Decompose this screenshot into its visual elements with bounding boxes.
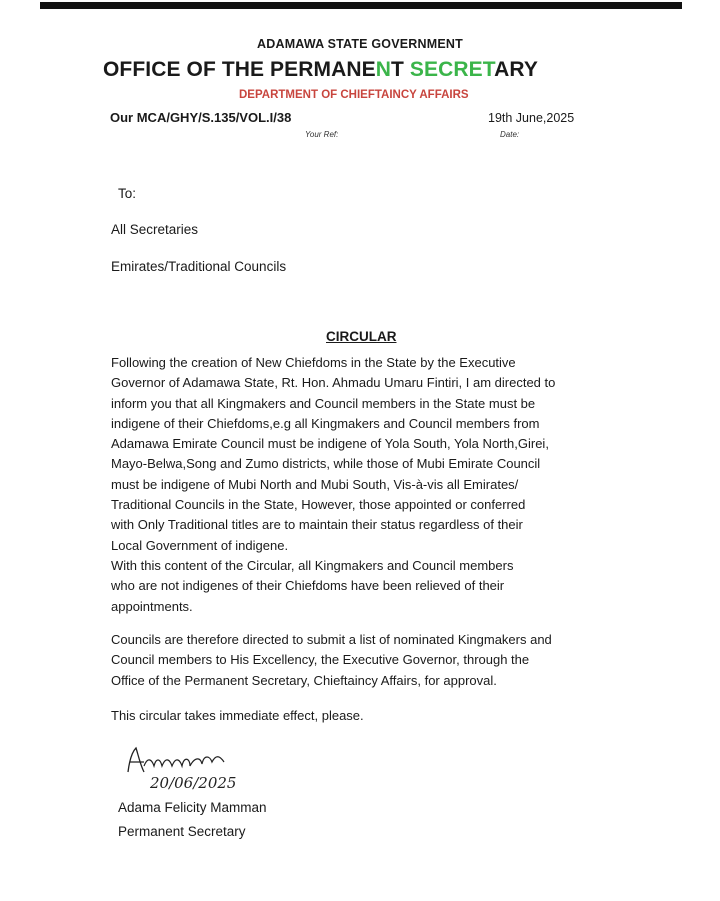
circular-paragraph-4: This circular takes immediate effect, please.: [111, 708, 364, 723]
signatory-title: Permanent Secretary: [118, 824, 246, 839]
recipient-line-2: Emirates/Traditional Councils: [111, 259, 287, 274]
signatory-name: Adama Felicity Mamman: [118, 800, 267, 815]
circular-paragraph-2: With this content of the Circular, all Kingmakers and Council members who are not indigenes of their Chiefdoms have been relieved of their appointments.: [111, 558, 514, 614]
your-ref-label: Your Ref:: [305, 130, 339, 139]
circular-paragraph-3: Councils are therefore directed to submit a list of nominated Kingmakers and Council members to His Excellency, the Executive Governor, through the Office of the Permanent Secretary, Chieftaincy Affairs, for approval.: [111, 632, 552, 688]
office-title-part2: T: [391, 58, 410, 81]
government-name-text: ADAMAWA STATE GOVERNMENT: [257, 37, 463, 51]
department-name: DEPARTMENT OF CHIEFTAINCY AFFAIRS: [239, 89, 469, 101]
handwritten-signature: [120, 742, 280, 794]
circular-heading: CIRCULAR: [326, 329, 397, 344]
government-name: [0, 37, 720, 51]
signature-date: 20/06/2025: [150, 774, 237, 792]
top-border-bar: [40, 2, 682, 9]
office-title-part3: ARY: [494, 58, 539, 81]
date-label: Date:: [500, 130, 520, 139]
to-label: To:: [118, 186, 137, 201]
office-title-green1: N: [375, 58, 392, 81]
letter-date: 19th June,2025: [488, 111, 575, 125]
office-title-part1: OFFICE OF THE PERMANE: [103, 58, 376, 81]
office-title-green2: SECRET: [409, 58, 495, 81]
circular-paragraph-1: Following the creation of New Chiefdoms in the State by the Executive Governor of Adamawa State, Rt. Hon. Ahmadu Umaru Fintiri, I am directed to inform you that all Kingmakers and Council members in the State must be indigene of their Chiefdoms,e.g all Kingmakers and Council members from Adamawa Emirate Council must be indigene of Yola South, Yola North,Girei, Mayo-Belwa,Song and Zumo districts, while those of Mubi Emirate Council must be indigene of Mubi North and Mubi South, Vis-à-vis all Emirates/ Traditional Councils in the State, However, those appointed or conferred with Only Traditional titles are to maintain their status regardless of their Local Government of indigene.: [111, 355, 556, 553]
reference-number: Our MCA/GHY/S.135/VOL.I/38: [110, 110, 292, 125]
office-title: [103, 58, 538, 82]
recipient-line-1: All Secretaries: [111, 222, 199, 237]
